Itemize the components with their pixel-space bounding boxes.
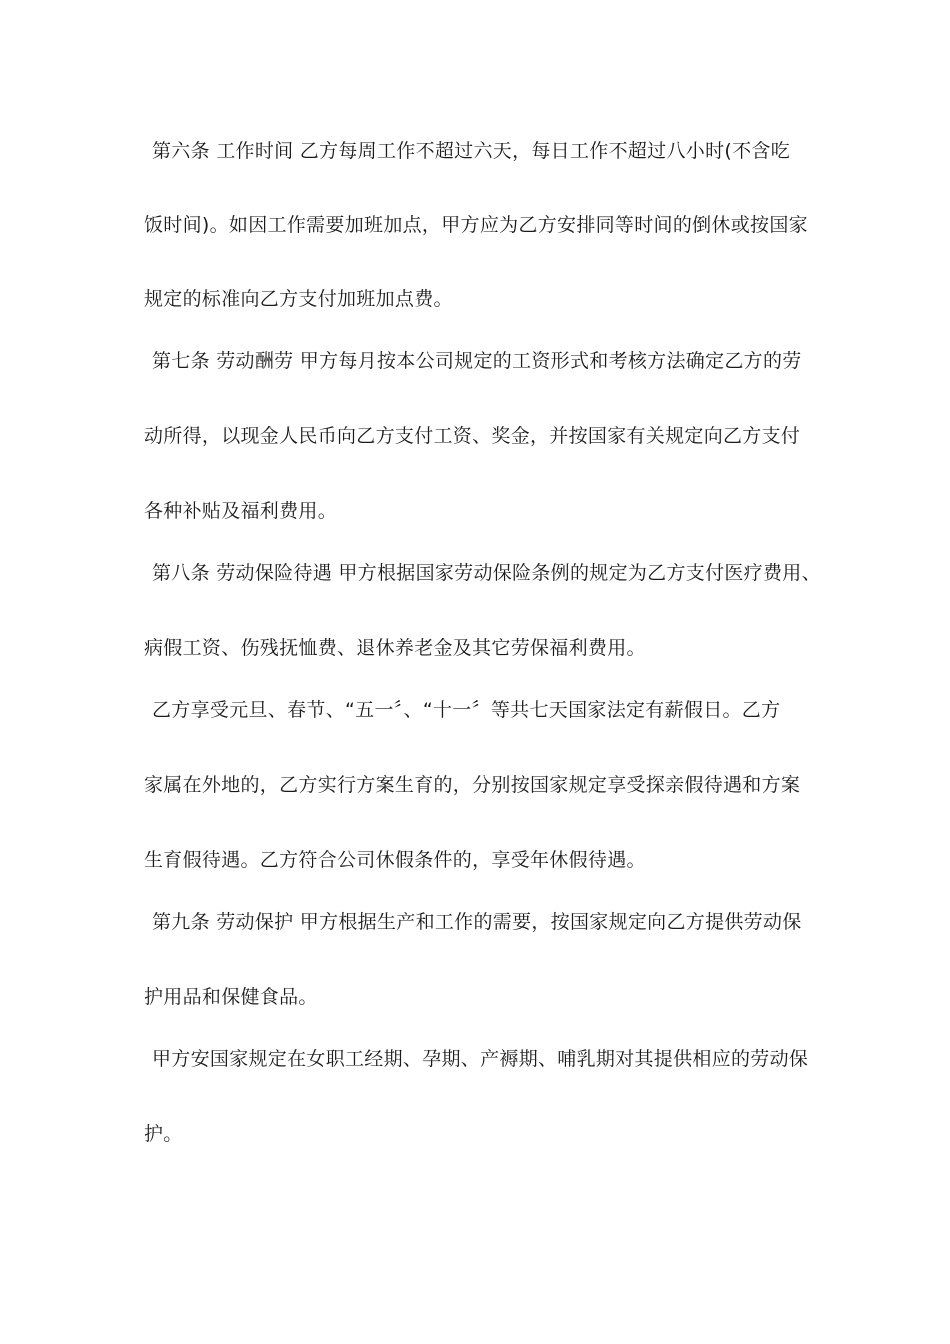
paragraph-line: 生育假待遇。乙方符合公司休假条件的，享受年休假待遇。 [144,849,646,871]
paragraph-line: 第七条 劳动酬劳 甲方每月按本公司规定的工资形式和考核方法确定乙方的劳 [152,350,802,372]
paragraph-line: 动所得，以现金人民币向乙方支付工资、奖金，并按国家有关规定向乙方支付 [144,425,801,447]
paragraph-line: 饭时间)。如因工作需要加班加点，甲方应为乙方安排同等时间的倒休或按国家 [144,214,808,236]
paragraph-line: 第八条 劳动保险待遇 甲方根据国家劳动保险条例的规定为乙方支付医疗费用、 [152,562,821,584]
paragraph-line: 规定的标准向乙方支付加班加点费。 [144,288,453,310]
paragraph-line: 第六条 工作时间 乙方每周工作不超过六天，每日工作不超过八小时(不含吃 [152,140,790,162]
paragraph-line: 家属在外地的，乙方实行方案生育的，分别按国家规定享受探亲假待遇和方案 [144,774,801,796]
paragraph-line: 护。 [144,1123,183,1145]
paragraph-line: 第九条 劳动保护 甲方根据生产和工作的需要，按国家规定向乙方提供劳动保 [152,911,802,933]
paragraph-line: 甲方安国家规定在女职工经期、孕期、产褥期、哺乳期对其提供相应的劳动保 [152,1048,809,1070]
paragraph-line: 乙方享受元旦、春节、“五一〞、“十一〞等共七天国家法定有薪假日。乙方 [152,699,781,721]
paragraph-line: 各种补贴及福利费用。 [144,500,338,522]
paragraph-line: 护用品和保健食品。 [144,986,318,1008]
paragraph-line: 病假工资、伤残抚恤费、退休养老金及其它劳保福利费用。 [144,637,646,659]
